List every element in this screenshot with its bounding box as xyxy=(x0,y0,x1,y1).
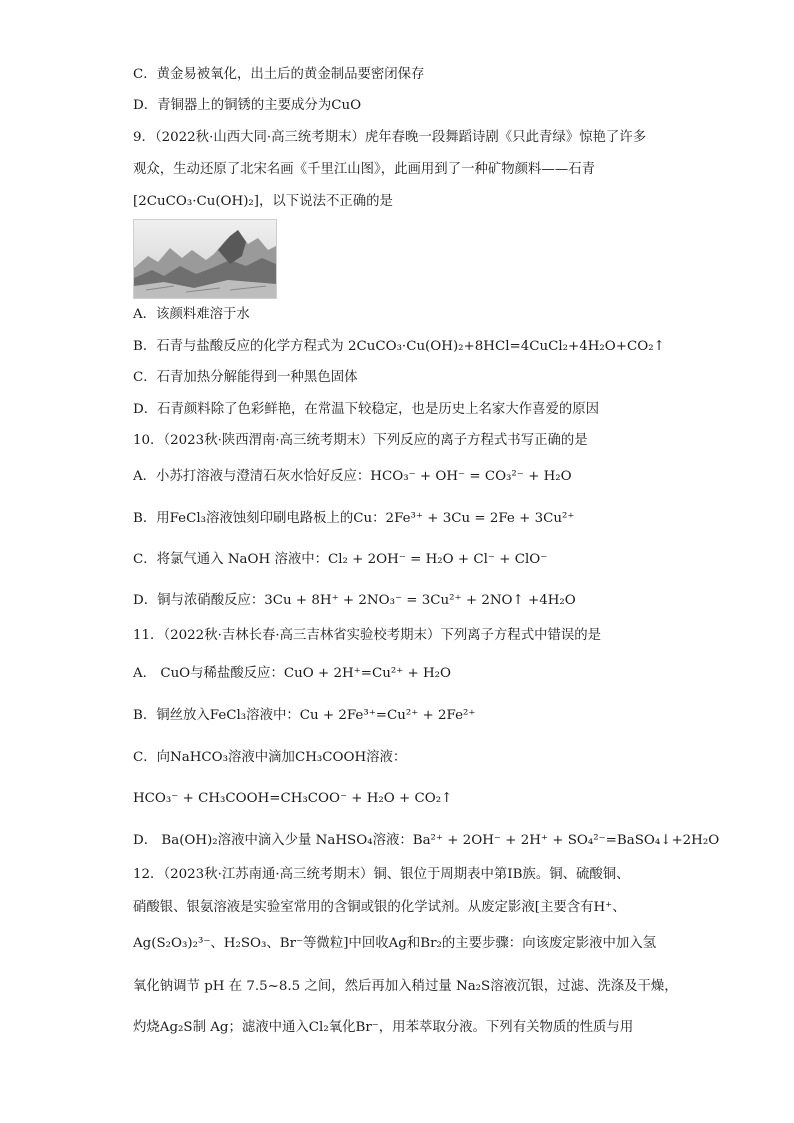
line-24: 氧化钠调节 pH 在 7.5~8.5 之间，然后再加入稍过量 Na₂S溶液沉银，过滤、洗涤及干燥， xyxy=(133,979,678,994)
line-2: D．青铜器上的铜锈的主要成分为CuO xyxy=(133,98,362,113)
line-22: 硝酸银、银氨溶液是实验室常用的含铜或银的化学试剂。从废定影液[主要含有H⁺、 xyxy=(133,900,626,915)
landscape-painting-image xyxy=(133,219,277,299)
line-20: D． Ba(OH)₂溶液中滴入少量 NaHSO₄溶液：Ba²⁺ + 2OH⁻ + 2H⁺ + SO₄²⁻=BaSO₄↓+2H₂O xyxy=(133,833,720,848)
line-1: C．黄金易被氧化，出土后的黄金制品要密闭保存 xyxy=(133,67,425,82)
line-23: Ag(S₂O₃)₂³⁻、H₂SO₃、Br⁻等微粒]中回收Ag和Br₂的主要步骤：向该废定影液中加入氢 xyxy=(133,936,657,951)
line-10: 10．（2023秋·陕西渭南·高三统考期末）下列反应的离子方程式书写正确的是 xyxy=(133,433,588,448)
line-5: [2CuCO₃·Cu(OH)₂]，以下说法不正确的是 xyxy=(133,194,393,209)
line-7: B．石青与盐酸反应的化学方程式为 2CuCO₃·Cu(OH)₂+8HCl=4CuCl₂+4H₂O+CO₂↑ xyxy=(133,339,665,354)
line-25: 灼烧Ag₂S制 Ag；滤液中通入Cl₂氧化Br⁻，用苯萃取分液。下列有关物质的性质与用 xyxy=(133,1020,634,1035)
line-8: C．石青加热分解能得到一种黑色固体 xyxy=(133,370,358,385)
line-14: D．铜与浓硝酸反应：3Cu + 8H⁺ + 2NO₃⁻ = 3Cu²⁺ + 2NO↑ +4H₂O xyxy=(133,593,576,608)
line-19: HCO₃⁻ + CH₃COOH=CH₃COO⁻ + H₂O + CO₂↑ xyxy=(133,791,453,806)
line-17: B．铜丝放入FeCl₃溶液中：Cu + 2Fe³⁺=Cu²⁺ + 2Fe²⁺ xyxy=(133,708,476,723)
line-15: 11．（2022秋·吉林长春·高三吉林省实验校考期末）下列离子方程式中错误的是 xyxy=(133,628,602,643)
line-16: A． CuO与稀盐酸反应：CuO + 2H⁺=Cu²⁺ + H₂O xyxy=(133,666,452,681)
line-9: D．石青颜料除了色彩鲜艳，在常温下较稳定，也是历史上名家大作喜爱的原因 xyxy=(133,402,600,417)
line-4: 观众，生动还原了北宋名画《千里江山图》，此画用到了一种矿物颜料——石青 xyxy=(133,162,595,177)
line-21: 12．（2023秋·江苏南通·高三统考期末）铜、银位于周期表中第ⅠB族。铜、硫酸铜、 xyxy=(133,867,630,882)
line-3: 9．（2022秋·山西大同·高三统考期末）虎年春晚一段舞蹈诗剧《只此青绿》惊艳了许多 xyxy=(133,130,647,145)
line-11: A．小苏打溶液与澄清石灰水恰好反应：HCO₃⁻ + OH⁻ = CO₃²⁻ + H₂O xyxy=(133,469,572,484)
line-12: B．用FeCl₃溶液蚀刻印刷电路板上的Cu：2Fe³⁺ + 3Cu = 2Fe + 3Cu²⁺ xyxy=(133,511,575,526)
line-18: C．向NaHCO₃溶液中滴加CH₃COOH溶液： xyxy=(133,750,407,765)
line-13: C．将氯气通入 NaOH 溶液中：Cl₂ + 2OH⁻ = H₂O + Cl⁻ + ClO⁻ xyxy=(133,552,548,567)
line-6: A．该颜料难溶于水 xyxy=(133,307,250,322)
